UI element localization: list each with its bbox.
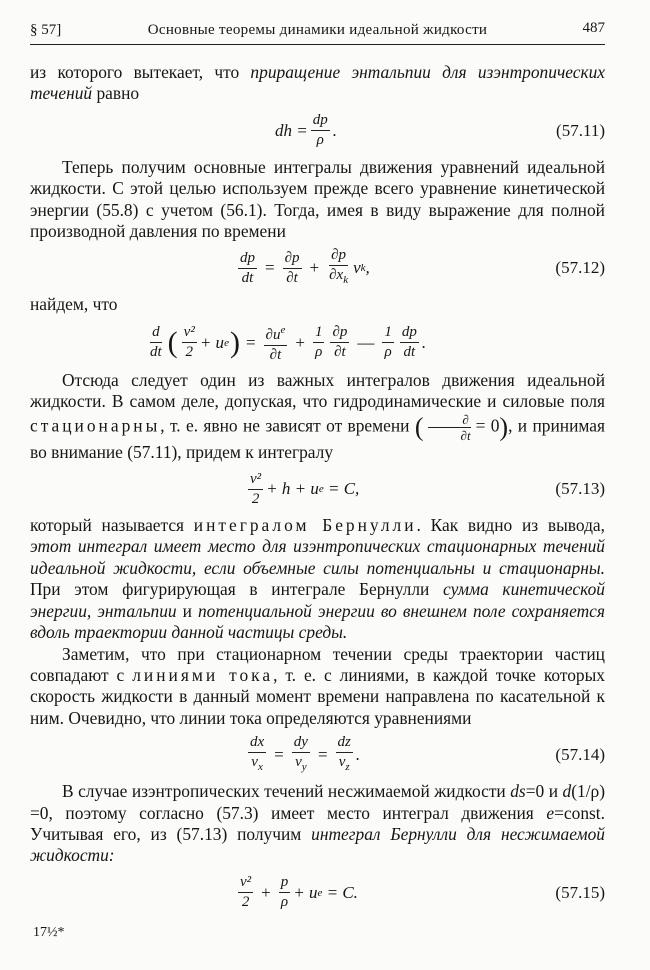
paragraph-6: Заметим, что при стационарном течении среды траектории частиц совпадают с линиями тока, т. е. с линиями, в каждой точке которых скорость жидкости в данный момент времени направлена по касательной к ним. Очевидно, что линии тока определяются уравнениями	[30, 643, 605, 728]
equation-57-12: $\frac{dp}{dt}$ = $\frac{\partial p}{\partial t}$ + $\frac{\partial p}{\partial x_k}$ v k , (57.12)	[30, 242, 605, 294]
chapter-title: Основные теоремы динамики идеальной жидкости	[147, 22, 488, 38]
header-rule	[30, 44, 605, 45]
equation-number: (57.14)	[555, 745, 605, 765]
equation-57-14: $\frac{dx}{v_x}$ = $\frac{dy}{v_y}$ = $\frac{dz}{v_z}$ . (57.14)	[30, 729, 605, 781]
equation-57-15: $\frac{\text{v²}}{2}$ + $\frac{p}{\rho}$ + u e = C. (57.15)	[30, 867, 605, 919]
running-header	[30, 18, 605, 44]
page	[30, 18, 605, 911]
paragraph-7: В случае изэнтропических течений несжимаемой жидкости ds=0 и d(1/ρ) =0, поэтому согласно (57.3) имеет место интеграл движения e=const. Учитывая его, из (57.13) получим интеграл Бернулли для несжимаемой жидкости:	[30, 781, 605, 866]
equation-57-13: $\frac{\text{v²}}{2}$ + h + u e = C, (57.13)	[30, 463, 605, 515]
page-number: 487	[582, 20, 605, 36]
paragraph-5: который называется интегралом Бернулли. Как видно из вывода, этот интеграл имеет место для изэнтропических стационарных течений идеальной жидкости, если объемные силы потенциальны и стационарны. При этом фигурирующая в интеграле Бернулли сумма кинетической энергии, энтальпии и потенциальной энергии во внешнем поле сохраняется вдоль траектории данной частицы среды.	[30, 515, 605, 643]
equation-number: (57.15)	[555, 882, 605, 902]
paragraph-2: Теперь получим основные интегралы движения уравнений идеальной жидкости. С этой целью используем прежде всего уравнение кинетической энергии (55.8) с учетом (56.1). Тогда, имея в виду выражение для полной производной давления по времени	[30, 156, 605, 242]
paragraph-4: Отсюда следует один из важных интегралов движения идеальной жидкости. В самом деле, допуская, что гидродинамические и силовые поля стационарны, т. е. явно не зависят от времени ( $\frac{\partial}{\partial t}$ = 0), и принимая во внимание (57.11), придем к интегралу	[30, 369, 605, 462]
paragraph-1: из которого вытекает, что приращение энтальпии для изэнтропических течений равно	[30, 62, 605, 104]
page-body	[30, 62, 605, 919]
paragraph-3: найдем, что	[30, 294, 118, 315]
section-label: § 57]	[30, 22, 62, 38]
equation-number: (57.12)	[555, 258, 605, 278]
equation-57-11: dh = $\frac{dp}{\rho}$ . (57.11)	[30, 105, 605, 157]
equation-number: (57.11)	[556, 120, 605, 140]
equation-number: (57.13)	[555, 479, 605, 499]
equation-derivative: $\frac{d}{dt}$ ( $\frac{\text{v²}}{2}$ + u e ) = $\frac{\partial u^e}{\partial t}$ + $\frac{1}{\rho}$ $\frac{\partial p}{\partial t}$ — $\frac{1}{\rho}$ $\frac{dp}{dt}$ .	[150, 323, 427, 363]
signature-mark: 17½*	[33, 925, 65, 940]
